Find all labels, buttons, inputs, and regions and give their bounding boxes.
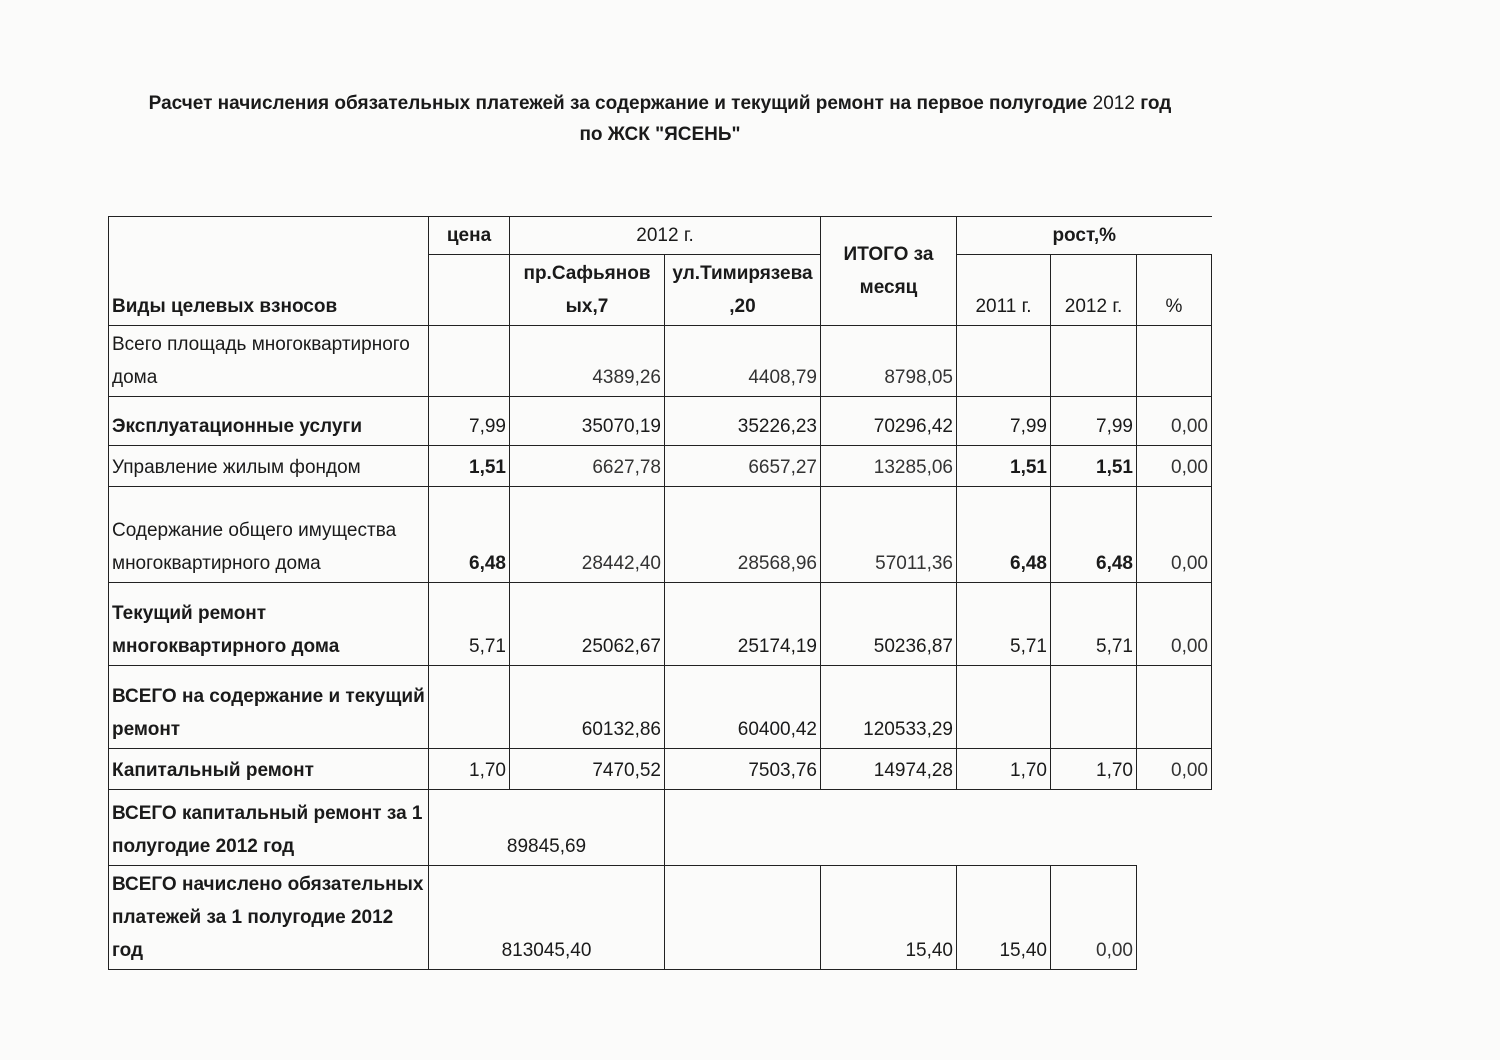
cell-price [429, 666, 510, 749]
row-label: ВСЕГО на содержание и текущий ремонт [109, 666, 429, 749]
header-row-1 [109, 217, 1212, 255]
cell-2011: 1,70 [957, 749, 1051, 790]
row-label: ВСЕГО капитальный ремонт за 1 полугодие 2012 год [109, 790, 429, 866]
cell-pct: 0,00 [1137, 446, 1212, 487]
cell-2012: 5,71 [1051, 583, 1137, 666]
cell-total: 8798,05 [821, 326, 957, 397]
cell-price: 1,70 [429, 749, 510, 790]
cell-2011 [957, 326, 1051, 397]
cell-addr1: 4389,26 [510, 326, 665, 397]
cell-pct: 0,00 [1137, 749, 1212, 790]
cell-addr1: 35070,19 [510, 397, 665, 446]
table-row-area [109, 326, 1212, 397]
row-label: Эксплуатационные услуги [109, 397, 429, 446]
cell-addr1: 6627,78 [510, 446, 665, 487]
cell-addr2: 60400,42 [665, 666, 821, 749]
cell-2012: 7,99 [1051, 397, 1137, 446]
row-label: ВСЕГО начислено обязательных платежей за 1 полугодие 2012 год [109, 866, 429, 970]
table-row-management [109, 446, 1212, 487]
row-label: Содержание общего имущества многоквартирного дома [109, 487, 429, 583]
cell-pct: 0,00 [1137, 583, 1212, 666]
cell-2012: 6,48 [1051, 487, 1137, 583]
cell-addr1: 25062,67 [510, 583, 665, 666]
cell-price: 1,51 [429, 446, 510, 487]
table-row-capital-repair [109, 749, 1212, 790]
cell-total: 57011,36 [821, 487, 957, 583]
cell-2012: 1,70 [1051, 749, 1137, 790]
header-total: ИТОГО за месяц [821, 217, 957, 326]
title-line-1 [0, 88, 1320, 119]
header-addr1: пр.Сафьянов ых,7 [510, 255, 665, 326]
title-year: 2012 [1092, 93, 1135, 114]
row-label: Текущий ремонт многоквартирного дома [109, 583, 429, 666]
cell-2011: 15,40 [821, 866, 957, 970]
cell-2011: 1,51 [957, 446, 1051, 487]
header-addr2: ул.Тимирязева ,20 [665, 255, 821, 326]
row-label: Управление жилым фондом [109, 446, 429, 487]
cell-pct: 0,00 [1137, 397, 1212, 446]
header-growth: рост,% [957, 217, 1212, 255]
cell-price: 6,48 [429, 487, 510, 583]
cell-blank [665, 790, 1212, 866]
cell-price [429, 326, 510, 397]
cell-addr2: 28568,96 [665, 487, 821, 583]
header-types: Виды целевых взносов [109, 217, 429, 326]
cell-total: 70296,42 [821, 397, 957, 446]
header-pct: % [1137, 255, 1212, 326]
header-price-empty [429, 255, 510, 326]
cell-2012 [1051, 326, 1137, 397]
table-row-total-maintenance [109, 666, 1212, 749]
header-2012: 2012 г. [1051, 255, 1137, 326]
cell-pct: 0,00 [1051, 866, 1137, 970]
table-row-grand-total [109, 866, 1212, 970]
cell-2012 [1051, 666, 1137, 749]
cell-pct [1137, 326, 1212, 397]
cell-addr2: 4408,79 [665, 326, 821, 397]
cell-total: 14974,28 [821, 749, 957, 790]
table-row-common-property [109, 487, 1212, 583]
header-2011: 2011 г. [957, 255, 1051, 326]
header-year: 2012 г. [510, 217, 821, 255]
cell-pct: 0,00 [1137, 487, 1212, 583]
cell-addr1: 28442,40 [510, 487, 665, 583]
cell-capital-total: 89845,69 [429, 790, 665, 866]
title-end: год [1140, 93, 1172, 114]
cell-2011: 7,99 [957, 397, 1051, 446]
title-line-2: по ЖСК "ЯСЕНЬ" [579, 124, 741, 145]
cell-2011: 5,71 [957, 583, 1051, 666]
cell-addr2: 35226,23 [665, 397, 821, 446]
payments-table [108, 216, 1212, 970]
table-row-current-repair [109, 583, 1212, 666]
cell-total: 13285,06 [821, 446, 957, 487]
cell-total: 120533,29 [821, 666, 957, 749]
cell-price: 5,71 [429, 583, 510, 666]
title-text: Расчет начисления обязательных платежей за содержание и текущий ремонт на первое полугодие [148, 93, 1088, 114]
cell-2011: 6,48 [957, 487, 1051, 583]
cell-total: 50236,87 [821, 583, 957, 666]
cell-total-empty [665, 866, 821, 970]
table-row-exploitation [109, 397, 1212, 446]
row-label: Капитальный ремонт [109, 749, 429, 790]
row-label: Всего площадь многоквартирного дома [109, 326, 429, 397]
cell-price: 7,99 [429, 397, 510, 446]
cell-2011 [957, 666, 1051, 749]
cell-addr2: 25174,19 [665, 583, 821, 666]
document-title [0, 88, 1320, 150]
cell-grand-total: 813045,40 [429, 866, 665, 970]
cell-addr1: 7470,52 [510, 749, 665, 790]
cell-addr2: 7503,76 [665, 749, 821, 790]
cell-pct [1137, 666, 1212, 749]
cell-addr2: 6657,27 [665, 446, 821, 487]
cell-addr1: 60132,86 [510, 666, 665, 749]
cell-2012: 15,40 [957, 866, 1051, 970]
header-price: цена [429, 217, 510, 255]
table-row-total-capital [109, 790, 1212, 866]
cell-2012: 1,51 [1051, 446, 1137, 487]
